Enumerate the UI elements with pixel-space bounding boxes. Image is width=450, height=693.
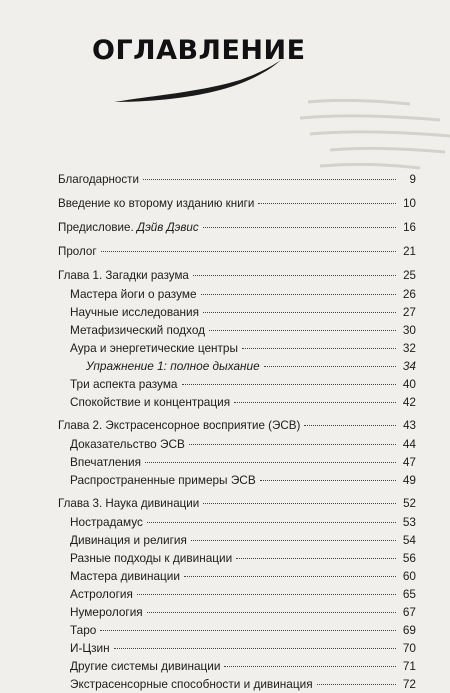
toc-entry-label: Таро bbox=[70, 623, 97, 637]
toc-entry-label: Мастера йоги о разуме bbox=[70, 287, 197, 301]
toc-entry-page: 65 bbox=[402, 587, 416, 601]
toc-section[interactable] bbox=[58, 621, 416, 639]
dot-leader bbox=[191, 540, 396, 541]
page-title: ОГЛАВЛЕНИЕ bbox=[92, 35, 306, 66]
toc-entry-page: 67 bbox=[402, 605, 416, 619]
dot-leader bbox=[101, 251, 396, 252]
toc-section[interactable] bbox=[58, 471, 416, 489]
toc-section[interactable] bbox=[58, 513, 416, 531]
toc-section[interactable] bbox=[58, 453, 416, 471]
toc-entry-label bbox=[58, 219, 199, 237]
toc-entry-label: Глава 3. Наука дивинации bbox=[58, 497, 200, 510]
toc-section[interactable] bbox=[58, 549, 416, 567]
table-of-contents bbox=[58, 171, 416, 693]
show-through-texture bbox=[300, 96, 450, 176]
dot-leader bbox=[182, 384, 397, 385]
toc-entry-label: И-Цзин bbox=[70, 641, 110, 655]
dot-leader bbox=[209, 330, 396, 331]
dot-leader bbox=[260, 480, 396, 481]
toc-entry-page: 16 bbox=[403, 221, 416, 234]
toc-section[interactable] bbox=[58, 375, 416, 393]
toc-entry[interactable] bbox=[58, 195, 416, 213]
toc-entry-page: 52 bbox=[403, 497, 416, 510]
toc-entry-page: 70 bbox=[402, 641, 416, 655]
toc-entry-label: Метафизический подход bbox=[70, 323, 206, 337]
toc-entry-label: Упражнение 1: полное дыхание bbox=[86, 359, 260, 373]
toc-chapter[interactable] bbox=[58, 267, 416, 285]
toc-entry-page: 60 bbox=[402, 569, 416, 583]
toc-entry-label: Пролог bbox=[58, 245, 97, 258]
toc-section[interactable] bbox=[58, 675, 416, 693]
dot-leader bbox=[114, 648, 396, 649]
toc-entry-label: Мастера дивинации bbox=[70, 569, 180, 583]
toc-entry-page: 10 bbox=[403, 197, 416, 210]
toc-entry-label: Три аспекта разума bbox=[70, 377, 178, 391]
toc-exercise[interactable] bbox=[58, 357, 416, 375]
toc-entry-label: Впечатления bbox=[70, 455, 141, 469]
toc-entry-label: Научные исследования bbox=[70, 305, 200, 319]
toc-entry-label: Введение ко второму изданию книги bbox=[58, 197, 255, 210]
toc-entry-page: 30 bbox=[402, 323, 416, 337]
toc-entry[interactable] bbox=[58, 171, 416, 189]
toc-entry-page: 21 bbox=[403, 245, 416, 258]
toc-section[interactable] bbox=[58, 339, 416, 357]
toc-entry-page: 49 bbox=[402, 473, 416, 487]
dot-leader bbox=[258, 203, 396, 204]
toc-section[interactable] bbox=[58, 303, 416, 321]
toc-entry-label: Доказательство ЭСВ bbox=[70, 437, 185, 451]
dot-leader bbox=[147, 612, 396, 613]
toc-entry-label: Экстрасенсорные способности и дивинация bbox=[70, 677, 313, 691]
dot-leader bbox=[236, 558, 396, 559]
toc-entry-page: 47 bbox=[402, 455, 416, 469]
toc-entry-page: 27 bbox=[402, 305, 416, 319]
toc-entry-label: Глава 2. Экстрасенсорное восприятие (ЭСВ) bbox=[58, 419, 301, 432]
toc-chapter[interactable] bbox=[58, 495, 416, 513]
toc-entry-label-author: Дэйв Дэвис bbox=[136, 221, 199, 234]
toc-entry-page: 43 bbox=[403, 419, 416, 432]
dot-leader bbox=[203, 503, 396, 504]
title-swash-ornament bbox=[110, 58, 285, 106]
toc-entry-page: 56 bbox=[402, 551, 416, 565]
dot-leader bbox=[203, 227, 396, 228]
dot-leader bbox=[201, 294, 396, 295]
toc-entry-page: 34 bbox=[402, 359, 416, 373]
dot-leader bbox=[264, 366, 396, 367]
toc-entry-label: Разные подходы к дивинации bbox=[70, 551, 233, 565]
toc-section[interactable] bbox=[58, 657, 416, 675]
toc-section[interactable] bbox=[58, 567, 416, 585]
toc-section[interactable] bbox=[58, 639, 416, 657]
dot-leader bbox=[147, 522, 396, 523]
toc-entry-page: 40 bbox=[402, 377, 416, 391]
dot-leader bbox=[100, 630, 396, 631]
toc-entry-page: 71 bbox=[402, 659, 416, 673]
toc-entry[interactable] bbox=[58, 243, 416, 261]
toc-entry-label: Аура и энергетические центры bbox=[70, 341, 238, 355]
toc-section[interactable] bbox=[58, 321, 416, 339]
dot-leader bbox=[317, 684, 396, 685]
toc-entry-page: 42 bbox=[402, 395, 416, 409]
toc-entry-label: Спокойствие и концентрация bbox=[70, 395, 231, 409]
toc-section[interactable] bbox=[58, 531, 416, 549]
toc-entry-label: Дивинация и религия bbox=[70, 533, 187, 547]
toc-entry-label: Другие системы дивинации bbox=[70, 659, 221, 673]
toc-entry-page: 26 bbox=[402, 287, 416, 301]
toc-section[interactable] bbox=[58, 603, 416, 621]
toc-entry-page: 9 bbox=[409, 173, 416, 186]
dot-leader bbox=[145, 462, 396, 463]
toc-entry-page: 54 bbox=[402, 533, 416, 547]
dot-leader bbox=[193, 275, 396, 276]
dot-leader bbox=[184, 576, 396, 577]
toc-section[interactable] bbox=[58, 393, 416, 411]
dot-leader bbox=[203, 312, 396, 313]
dot-leader bbox=[304, 425, 396, 426]
toc-section[interactable] bbox=[58, 585, 416, 603]
dot-leader bbox=[242, 348, 396, 349]
toc-chapter[interactable] bbox=[58, 417, 416, 435]
toc-entry-label: Нумерология bbox=[70, 605, 143, 619]
toc-entry-label: Благодарности bbox=[58, 173, 139, 186]
toc-entry-label: Астрология bbox=[70, 587, 133, 601]
toc-entry-page: 32 bbox=[402, 341, 416, 355]
dot-leader bbox=[234, 402, 396, 403]
toc-section[interactable] bbox=[58, 435, 416, 453]
toc-entry-label-prefix: Предисловие. bbox=[58, 221, 134, 234]
toc-section[interactable] bbox=[58, 285, 416, 303]
dot-leader bbox=[143, 179, 396, 180]
dot-leader bbox=[137, 594, 396, 595]
toc-entry-page: 72 bbox=[402, 677, 416, 691]
toc-entry-page: 69 bbox=[402, 623, 416, 637]
toc-entry-page: 44 bbox=[402, 437, 416, 451]
toc-entry-page: 53 bbox=[402, 515, 416, 529]
toc-entry-label: Распространенные примеры ЭСВ bbox=[70, 473, 256, 487]
toc-entry-label: Нострадамус bbox=[70, 515, 143, 529]
dot-leader bbox=[189, 444, 396, 445]
toc-entry[interactable] bbox=[58, 219, 416, 237]
toc-entry-label: Глава 1. Загадки разума bbox=[58, 269, 189, 282]
dot-leader bbox=[224, 666, 396, 667]
toc-entry-page: 25 bbox=[403, 269, 416, 282]
